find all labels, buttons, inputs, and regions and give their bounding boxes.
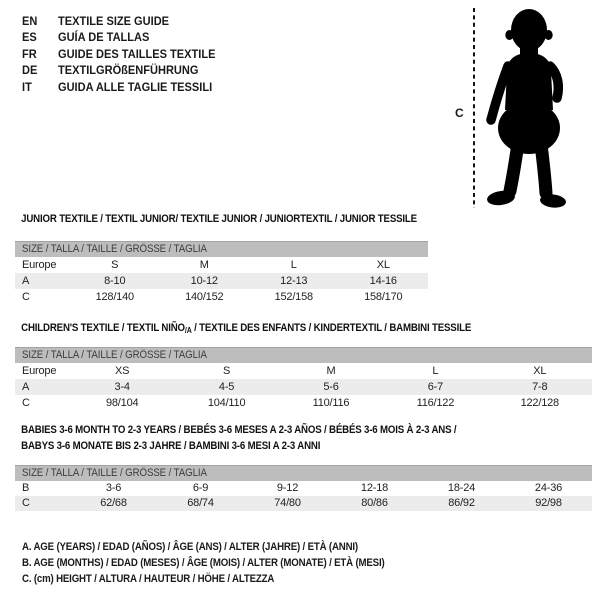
children-size-table-section: [15, 322, 592, 411]
lang-code: FR: [22, 46, 37, 61]
children-size-table: [15, 363, 592, 411]
table-cell: 104/110: [207, 397, 246, 409]
footnote-c: C. (cm) HEIGHT / ALTURA / HAUTEUR / HÖHE / ALTEZZA: [22, 573, 275, 585]
heading-text: CHILDREN'S TEXTILE / TEXTIL NIÑO: [21, 322, 185, 334]
table-cell: XS: [115, 365, 130, 377]
babies-size-table-section: [15, 422, 592, 511]
lang-title: TEXTILE SIZE GUIDE: [58, 14, 170, 28]
heading-text: / TEXTILE DES ENFANTS / KINDERTEXTIL / BAMBINI TESSILE: [191, 322, 472, 334]
lang-row-de: [22, 62, 199, 78]
table-cell: 86/92: [448, 497, 475, 509]
table-cell: 18-24: [447, 482, 476, 494]
height-measure-label: C: [455, 106, 464, 120]
table-cell: 128/140: [95, 291, 134, 303]
table-cell: 4-5: [218, 381, 235, 393]
babies-size-table: [15, 481, 592, 511]
table-cell: XL: [533, 365, 547, 377]
babies-table-heading-line1: BABIES 3-6 MONTH TO 2-3 YEARS / BEBÉS 3-6 MESES A 2-3 AÑOS / BÉBÉS 3-6 MOIS À 2-3 ANS /: [21, 424, 457, 436]
table-row: [15, 395, 592, 411]
table-cell: 7-8: [532, 381, 548, 393]
table-cell: 80/86: [361, 497, 388, 509]
row-label: A: [22, 275, 30, 287]
table-cell: L: [290, 259, 297, 271]
table-cell: 6-9: [192, 482, 209, 494]
footnotes: [22, 539, 434, 587]
table-row: [15, 289, 428, 305]
lang-title: TEXTILGRÖßENFÜHRUNG: [58, 63, 199, 78]
row-label: C: [22, 397, 30, 409]
table-cell: 158/170: [364, 291, 403, 303]
table-row: [15, 257, 428, 273]
size-header-bar: [15, 347, 592, 363]
footnote-a: A. AGE (YEARS) / EDAD (AÑOS) / ÂGE (ANS) / ALTER (JAHRE) / ETÀ (ANNI): [22, 541, 358, 553]
table-cell: S: [111, 259, 119, 271]
table-cell: 14-16: [369, 275, 397, 287]
toddler-silhouette-icon: [483, 8, 577, 208]
lang-title: GUIDA ALLE TAGLIE TESSILI: [58, 79, 213, 94]
lang-title: GUÍA DE TALLAS: [58, 30, 150, 45]
row-label: B: [22, 482, 30, 494]
size-header-label: SIZE / TALLA / TAILLE / GRÖSSE / TAGLIA: [22, 243, 207, 255]
row-label: Europe: [22, 259, 57, 271]
lang-code: EN: [22, 14, 38, 28]
height-dashed-line: [472, 8, 476, 208]
table-row: [15, 273, 428, 289]
table-row: [15, 496, 592, 511]
table-cell: 12-18: [360, 482, 389, 494]
footnote-b: B. AGE (MONTHS) / EDAD (MESES) / ÂGE (MOIS) / ALTER (MONATE) / ETÀ (MESI): [22, 557, 385, 569]
heading-subscript: /A: [184, 326, 192, 335]
table-cell: XL: [376, 259, 390, 271]
table-row: [15, 379, 592, 395]
table-cell: 8-10: [104, 275, 126, 287]
table-cell: 9-12: [276, 482, 299, 494]
table-cell: 68/74: [187, 497, 214, 509]
lang-code: IT: [22, 79, 32, 94]
table-cell: L: [432, 365, 439, 377]
size-header-label: SIZE / TALLA / TAILLE / GRÖSSE / TAGLIA: [22, 467, 207, 479]
language-title-list: [22, 13, 216, 95]
table-cell: 152/158: [274, 291, 313, 303]
size-header-label: SIZE / TALLA / TAILLE / GRÖSSE / TAGLIA: [22, 349, 207, 361]
table-cell: S: [223, 365, 231, 377]
table-cell: 98/104: [105, 397, 139, 409]
table-cell: 92/98: [535, 497, 562, 509]
table-cell: 62/68: [100, 497, 127, 509]
lang-title: GUIDE DES TAILLES TEXTILE: [58, 46, 216, 61]
lang-row-fr: [22, 46, 216, 62]
table-cell: 116/122: [416, 397, 455, 409]
table-cell: 3-4: [114, 381, 130, 393]
row-label: C: [22, 291, 30, 303]
table-cell: 5-6: [323, 381, 339, 393]
table-row: [15, 481, 592, 496]
table-cell: 74/80: [274, 497, 301, 509]
junior-size-table-section: [15, 213, 428, 305]
size-header-bar: [15, 241, 428, 257]
lang-code: ES: [22, 30, 37, 45]
table-cell: 6-7: [427, 381, 444, 393]
row-label: A: [22, 381, 30, 393]
table-cell: 140/152: [185, 291, 224, 303]
table-cell: 3-6: [105, 482, 122, 494]
table-cell: 122/128: [520, 397, 559, 409]
table-cell: 12-13: [280, 275, 308, 287]
children-table-heading: [15, 322, 523, 337]
table-row: [15, 363, 592, 379]
table-cell: 10-12: [190, 275, 218, 287]
row-label: Europe: [22, 365, 57, 377]
size-header-bar: [15, 465, 592, 481]
row-label: C: [22, 497, 30, 509]
table-cell: 24-36: [534, 482, 563, 494]
lang-row-es: [22, 29, 150, 45]
lang-row-en: [22, 13, 170, 29]
table-cell: 110/116: [312, 397, 350, 409]
table-cell: M: [199, 259, 209, 271]
junior-size-table: [15, 257, 428, 305]
junior-table-heading: JUNIOR TEXTILE / TEXTIL JUNIOR/ TEXTILE JUNIOR / JUNIORTEXTIL / JUNIOR TESSILE: [21, 213, 417, 225]
lang-row-it: [22, 79, 213, 95]
lang-code: DE: [22, 63, 38, 78]
babies-table-heading-line2: BABYS 3-6 MONATE BIS 2-3 JAHRE / BAMBINI 3-6 MESI A 2-3 ANNI: [21, 440, 321, 452]
table-cell: M: [326, 365, 336, 377]
